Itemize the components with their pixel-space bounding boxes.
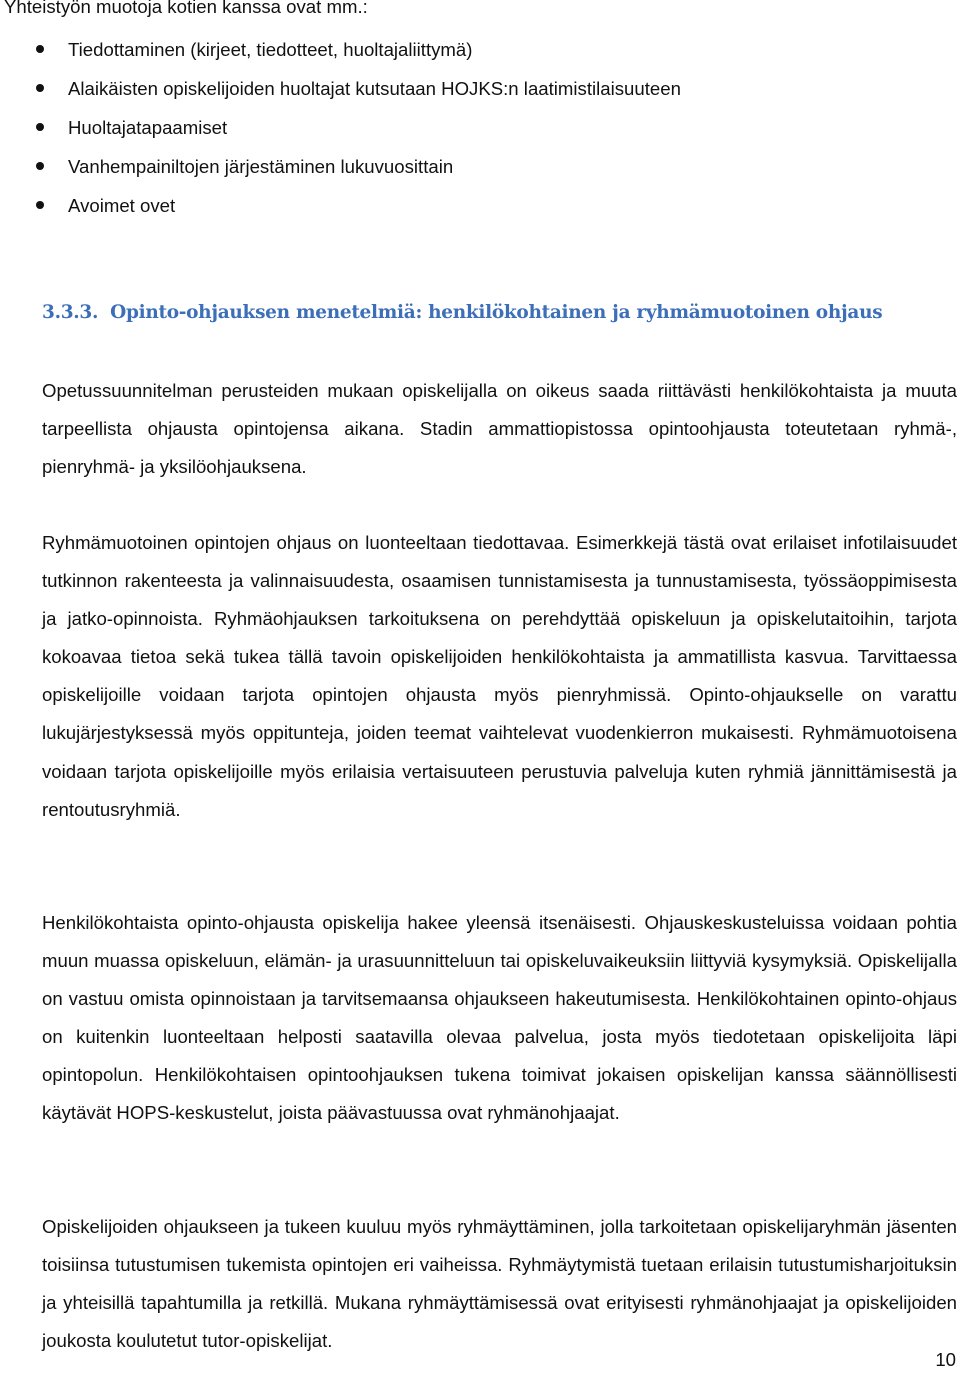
list-item: [0, 69, 681, 108]
bullet-dot-icon: [36, 123, 44, 131]
bullet-dot-icon: [36, 45, 44, 53]
intro-line: Yhteistyön muotoja kotien kanssa ovat mm.:: [4, 0, 368, 17]
section-heading: [42, 302, 882, 323]
bullet-list: [0, 30, 681, 225]
list-item: [0, 147, 681, 186]
list-item-text: Alaikäisten opiskelijoiden huoltajat kutsutaan HOJKS:n laatimistilaisuuteen: [68, 78, 681, 99]
paragraph-group-guidance: Ryhmämuotoinen opintojen ohjaus on luonteeltaan tiedottavaa. Esimerkkejä tästä ovat erilaiset infotilaisuudet tutkinnon rakenteesta ja valinnaisuudesta, osaamisen tunnistamisesta ja tunnustamisesta, työssäoppimisesta ja jatko-opinnoista. Ryhmäohjauksen tarkoituksena on perehdyttää opiskeluun ja opiskelutaitoihin, tarjota kokoavaa tietoa sekä tukea tällä tavoin opiskelijoiden henkilökohtaista ja ammatillista kasvua. Tarvittaessa opiskelijoille voidaan tarjota opintojen ohjausta myös pienryhmissä. Opinto-ohjaukselle on varattu lukujärjestyksessä myös oppitunteja, joiden teemat vaihtelevat vuodenkierron mukaisesti. Ryhmämuotoisena voidaan tarjota opiskelijoille myös erilaisia vertaisuuteen perustuvia palveluja kuten ryhmiä jännittämisestä ja rentoutusryhmiä.: [42, 532, 957, 820]
list-item: [0, 108, 681, 147]
paragraph-group-building: Opiskelijoiden ohjaukseen ja tukeen kuuluu myös ryhmäyttäminen, jolla tarkoitetaan opiskelijaryhmän jäsenten toisiinsa tutustumisen tukemista opintojen eri vaiheissa. Ryhmäytymistä tuetaan erilaisin tutustumisharjoituksin ja yhteisillä tapahtumilla ja retkillä. Mukana ryhmäyttämisessä ovat erityisesti ryhmänohjaajat ja opiskelijoiden joukosta koulutetut tutor-opiskelijat.: [42, 1216, 957, 1352]
list-item-text: Huoltajatapaamiset: [68, 117, 228, 138]
bullet-dot-icon: [36, 201, 44, 209]
list-item: [0, 186, 681, 225]
list-item-text: Vanhempainiltojen järjestäminen lukuvuosittain: [68, 156, 454, 177]
paragraph-guidance-rights: Opetussuunnitelman perusteiden mukaan opiskelijalla on oikeus saada riittävästi henkilökohtaista ja muuta tarpeellista ohjausta opintojensa aikana. Stadin ammattiopistossa opintoohjausta toteutetaan ryhmä-, pienryhmä- ja yksilöohjauksena.: [42, 380, 957, 478]
bullet-dot-icon: [36, 84, 44, 92]
list-item-text: Avoimet ovet: [68, 195, 176, 216]
section-title: Opinto-ohjauksen menetelmiä: henkilökohtainen ja ryhmämuotoinen ohjaus: [110, 302, 883, 323]
section-number: 3.3.3.: [42, 302, 99, 323]
list-item: [0, 30, 681, 69]
page-number: 10: [935, 1349, 956, 1370]
list-item-text: Tiedottaminen (kirjeet, tiedotteet, huoltajaliittymä): [68, 39, 473, 60]
paragraph-personal-guidance: Henkilökohtaista opinto-ohjausta opiskelija hakee yleensä itsenäisesti. Ohjauskeskusteluissa voidaan pohtia muun muassa opiskeluun, elämän- ja urasuunnitteluun tai opiskeluvaikeuksiin liittyviä kysymyksiä. Opiskelijalla on vastuu omista opinnoistaan ja tarvitsemaansa ohjaukseen hakeutumisesta. Henkilökohtainen opinto-ohjaus on kuitenkin luonteeltaan helposti saatavilla olevaa palvelua, josta myös tiedotetaan opiskelijoita läpi opintopolun. Henkilökohtaisen opintoohjauksen tukena toimivat jokaisen opiskelijan kanssa säännöllisesti käytävät HOPS-keskustelut, joista päävastuussa ovat ryhmänohjaajat.: [42, 912, 957, 1124]
bullet-dot-icon: [36, 162, 44, 170]
